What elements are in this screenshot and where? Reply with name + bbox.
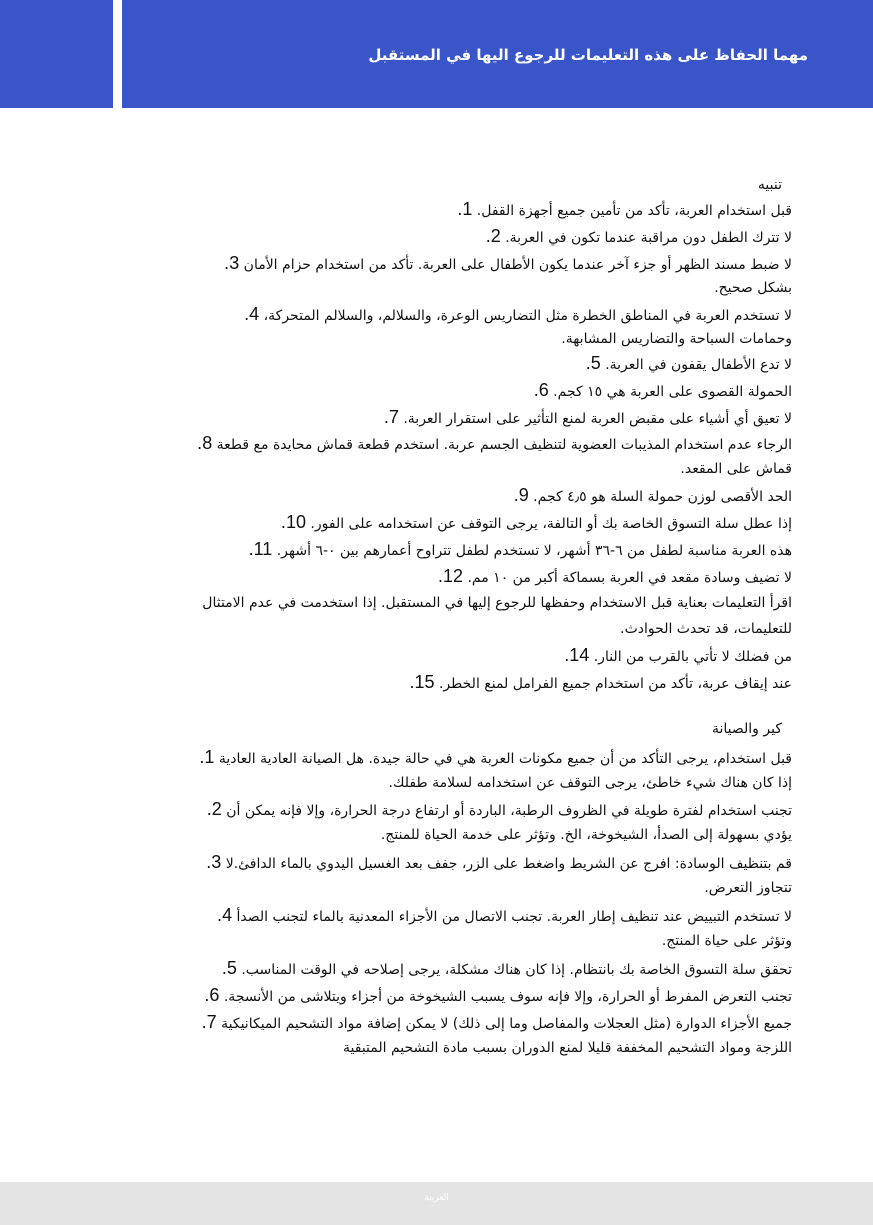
maintenance-line: قم بتنظيف الوسادة: افرج عن الشريط واضغط على الزر، جفف بعد الغسيل اليدوي بالماء الدافئ.لا 3. xyxy=(206,852,792,872)
footer-language-label: العربية xyxy=(424,1193,449,1203)
warning-line: إذا عطل سلة التسوق الخاصة بك أو التالفة، يرجى التوقف عن استخدامه على الفور. 10. xyxy=(280,512,792,532)
warning-line: من فضلك لا تأتي بالقرب من النار. 14. xyxy=(564,645,792,665)
warning-line: وحمامات السباحة والتضاريس المشابهة. xyxy=(561,331,792,347)
maintenance-line: اللزجة ومواد التشحيم المخففة قليلا لمنع الدوران بسبب مادة التشحيم المتبقية xyxy=(343,1040,792,1056)
maintenance-line: لا تستخدم التبييض عند تنظيف إطار العربة. تجنب الاتصال من الأجزاء المعدنية بالماء لتجنب الصدأ 4. xyxy=(217,905,792,925)
maintenance-line: تجنب استخدام لفترة طويلة في الظروف الرطبة، الباردة أو ارتفاع درجة الحرارة، وإلا فإنه يمكن أن 2. xyxy=(206,799,792,819)
warning-line: لا تترك الطفل دون مراقبة عندما تكون في العربة. 2. xyxy=(485,226,792,246)
maintenance-line: قبل استخدام، يرجى التأكد من أن جميع مكونات العربة هي في حالة جيدة. هل الصيانة العادية العادية 1. xyxy=(199,747,792,767)
page-footer xyxy=(0,1182,873,1225)
header-title: مهما الحفاظ على هذه التعليمات للرجوع اليها في المستقبل xyxy=(368,46,808,64)
maintenance-line: إذا كان هناك شيء خاطئ، يرجى التوقف عن استخدامه لسلامة طفلك. xyxy=(388,775,792,791)
maintenance-heading: كير والصيانة xyxy=(711,721,782,737)
warning-line: قماش على المقعد. xyxy=(680,461,792,477)
warning-line: عند إيقاف عربة، تأكد من استخدام جميع الفرامل لمنع الخطر. 15. xyxy=(409,672,792,692)
warning-line: لا تستخدم العربة في المناطق الخطرة مثل التضاريس الوعرة، والسلالم، والسلالم المتحركة، 4. xyxy=(244,304,792,324)
warning-line: لا تدع الأطفال يقفون في العربة. 5. xyxy=(585,353,792,373)
warning-heading: تنبيه xyxy=(757,177,782,193)
maintenance-line: تجنب التعرض المفرط أو الحرارة، وإلا فإنه سوف يسبب الشيخوخة من أجزاء ويتلاشى من الأنسجة. 6. xyxy=(204,985,792,1005)
warning-line: الحمولة القصوى على العربة هي ١٥ كجم. 6. xyxy=(533,380,792,400)
warning-line: لا تعيق أي أشياء على مقبض العربة لمنع التأثير على استقرار العربة. 7. xyxy=(383,407,792,427)
maintenance-line: تحقق سلة التسوق الخاصة بك بانتظام. إذا كان هناك مشكلة، يرجى إصلاحه في الوقت المناسب. 5. xyxy=(221,958,792,978)
warning-line: الحد الأقصى لوزن حمولة السلة هو ٤٫٥ كجم. 9. xyxy=(513,485,792,505)
warning-line: قبل استخدام العربة، تأكد من تأمين جميع أجهزة القفل. 1. xyxy=(457,199,792,219)
warning-line: بشكل صحيح. xyxy=(714,280,792,296)
warning-line: لا تضيف وسادة مقعد في العربة بسماكة أكبر من ١٠ مم. 12. xyxy=(437,566,792,586)
warning-line: الرجاء عدم استخدام المذيبات العضوية لتنظيف الجسم عربة. استخدم قطعة قماش محايدة مع قطعة 8. xyxy=(197,433,792,453)
maintenance-line: جميع الأجزاء الدوارة (مثل العجلات والمفاصل وما إلى ذلك) لا يمكن إضافة مواد التشحيم الميكانيكية 7. xyxy=(201,1012,792,1032)
warning-line: للتعليمات، قد تحدث الحوادث. xyxy=(620,621,792,637)
warning-line: لا ضبط مسند الظهر أو جزء آخر عندما يكون الأطفال على العربة. تأكد من استخدام حزام الأمان 3. xyxy=(224,253,792,273)
warning-line: هذه العربة مناسبة لطفل من ٦-٣٦ أشهر، لا تستخدم لطفل تتراوح أعمارهم بين ٠-٦ أشهر. 11. xyxy=(248,539,792,559)
warning-line: اقرأ التعليمات بعناية قبل الاستخدام وحفظها للرجوع إليها في المستقبل. إذا استخدمت في عدم الامتثال xyxy=(202,595,792,611)
maintenance-line: يؤدي بسهولة إلى الصدأ، الشيخوخة، الخ. وتؤثر على خدمة الحياة للمنتج. xyxy=(380,827,792,843)
maintenance-line: تتجاوز التعرض. xyxy=(704,880,792,896)
maintenance-line: وتؤثر على حياة المنتج. xyxy=(661,933,792,949)
